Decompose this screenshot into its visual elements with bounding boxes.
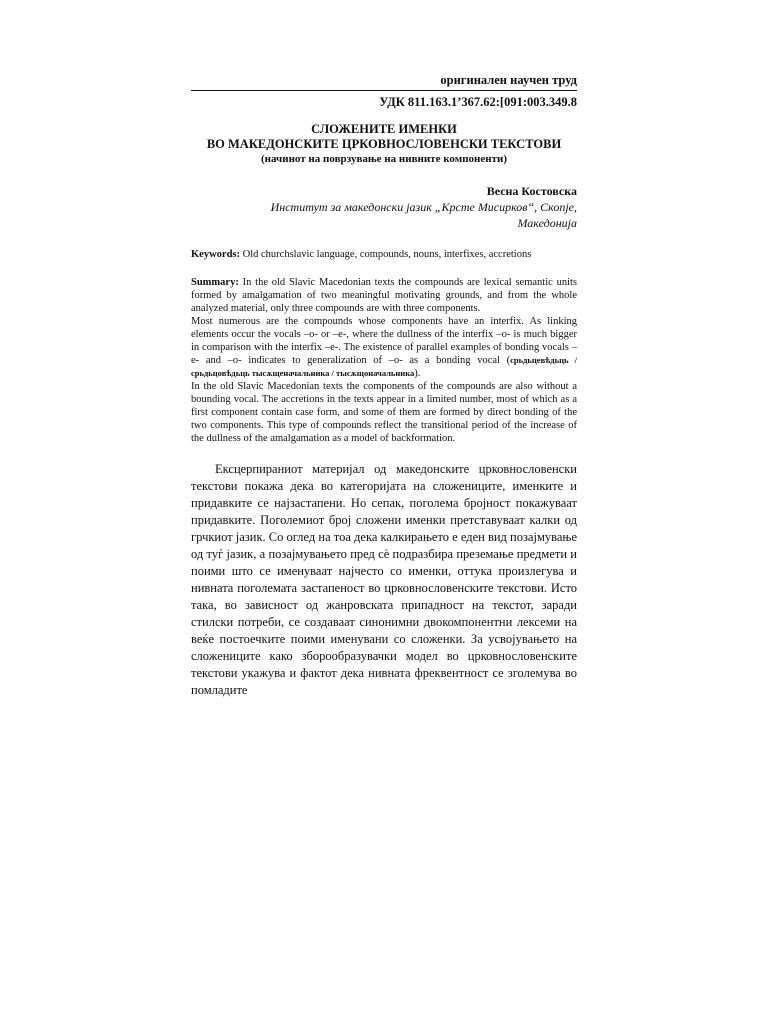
summary-example: срьдьцевѣдьць / срьдьцовѣдьць тысѫщеначальника / тысѫщоначальника (191, 355, 577, 378)
keywords-label: Keywords: (191, 249, 240, 260)
summary (191, 276, 577, 445)
summary-paragraph-2 (191, 315, 577, 380)
author-affiliation (191, 199, 577, 231)
body-paragraph: Ексцерпираниот материјал од македонските црковнословенски текстови покажа дека во категоријата на сложениците, именките и придавките се најзастапени. Но сепак, поголема бројност покажуваат придавките. Поголемиот број сложени именки претставуваат калки од грчкиот јазик. Со оглед на тоа дека калкирањето е еден вид позајмување од туѓ јазик, а позајмувањето пред сè подразбира преземање предмети и поими што се именуваат најчесто со именки, оттука произлегува и нивната поголемата застапеност во црковнословенските текстови. Исто така, во зависност од жанровската припадност на текстот, заради стилски потреби, се создаваат синонимни двокомпонентни лексеми на веќе постоечките поими именувани со сложенки. За усвојувањето на сложениците како зборообразувачки модел во црковнословенските текстови укажува и фактот дека нивната фреквентност се зголемува во помладите (191, 462, 577, 697)
keywords (191, 248, 577, 262)
udk-code: УДК 811.163.1’367.62:[091:003.349.8 (379, 95, 577, 109)
title-line-1: СЛОЖЕНИТЕ ИМЕНКИ (311, 122, 457, 136)
summary-paragraph-1 (191, 276, 577, 315)
header-divider (191, 90, 577, 91)
affiliation-line-2: Македонија (517, 216, 577, 230)
summary-text-2-end: ). (414, 368, 421, 379)
article-subtitle: (начинот на поврзување на нивните компоненти) (260, 153, 507, 165)
keywords-text: Old churchslavic language, compounds, nouns, interfixes, accretions (240, 249, 532, 260)
author-name: Весна Костовска (486, 184, 577, 198)
summary-text-1: In the old Slavic Macedonian texts the compounds are lexical semantic units formed by amalgamation of two meaningful motivating grounds, and from the whole analyzed material, only three compounds are with three components. (191, 277, 577, 314)
article-title (191, 122, 577, 152)
summary-label: Summary: (191, 277, 239, 288)
affiliation-line-1: Институт за македонски јазик „Крсте Мисирков“, Скопје, (270, 200, 577, 214)
summary-paragraph-3: In the old Slavic Macedonian texts the components of the compounds are also without a bounding vocal. The accretions in the texts appear in a limited number, most of which as a first component contain case form, and some of them are formed by direct bonding of the two components. This type of compounds reflect the transitional period of the increase of the dullness of the amalgamation as a model of backformation. (191, 381, 577, 444)
title-line-2: ВО МАКЕДОНСКИТЕ ЦРКОВНОСЛОВЕНСКИ ТЕКСТОВИ (206, 137, 562, 151)
summary-text-2: Most numerous are the compounds whose components have an interfix. As linking elements occur the vocals –o- or –e-, where the dullness of the interfix –o- is much bigger in comparison with the interfix –e-. The existence of parallel examples of bonding vocals –e- and –o- indicates to generalization of –o- as a bonding vocal ( (191, 316, 577, 366)
article-page (191, 68, 577, 699)
article-category: оригинален научен труд (440, 73, 577, 87)
